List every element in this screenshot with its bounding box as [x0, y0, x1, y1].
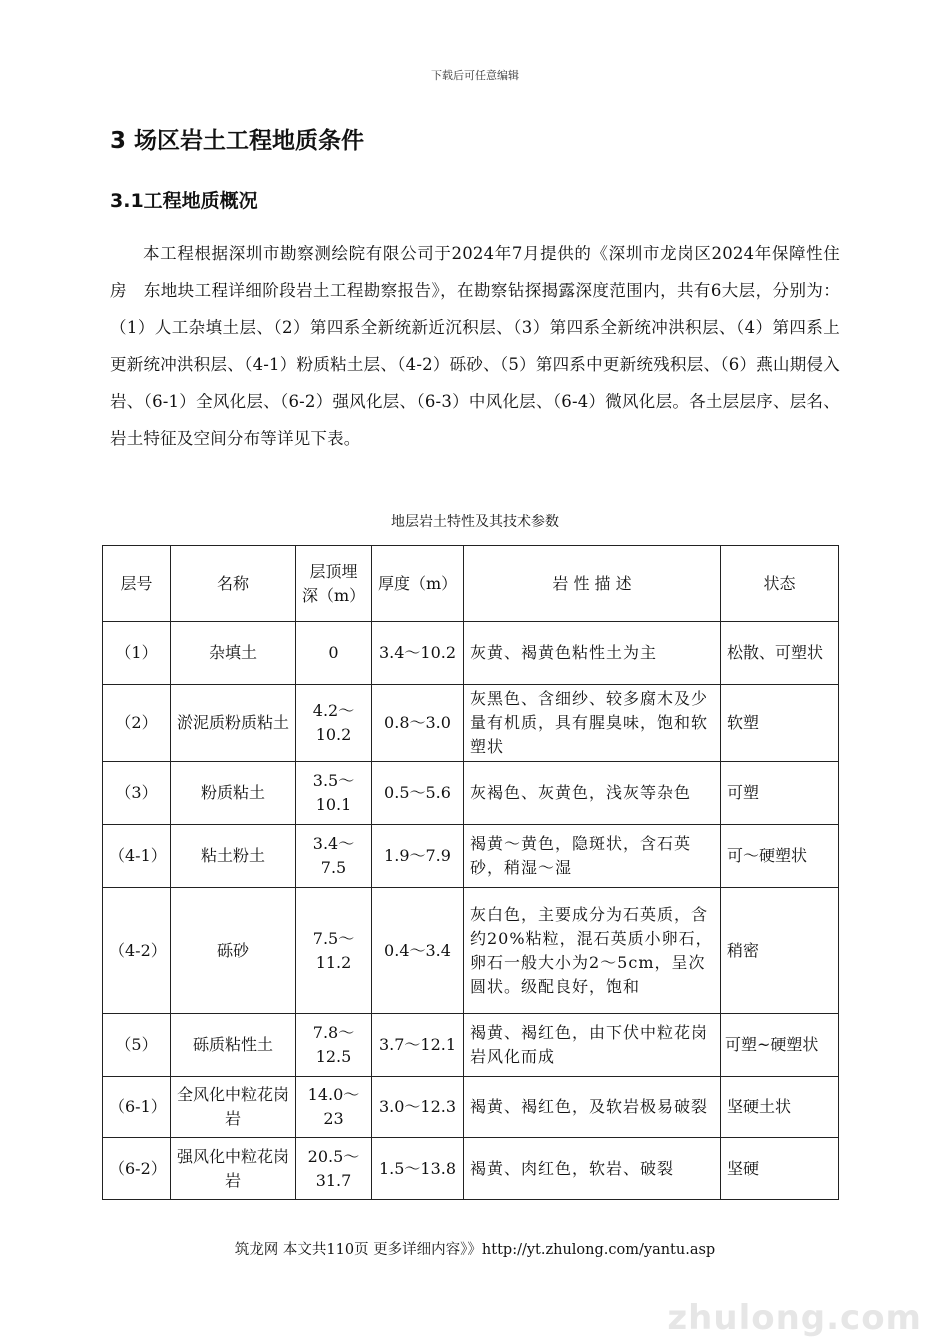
header-depth: 层顶埋深（m） — [296, 546, 372, 622]
cell-layer: （2） — [103, 685, 171, 762]
table-row — [103, 888, 839, 1014]
cell-thickness: 1.5～13.8 — [372, 1138, 464, 1200]
cell-name: 杂填土 — [171, 622, 296, 685]
cell-state: 松散、可塑状 — [721, 622, 839, 685]
chapter-heading: 3 场区岩土工程地质条件 — [110, 128, 365, 154]
cell-layer: （3） — [103, 762, 171, 825]
table-row — [103, 762, 839, 825]
table-row — [103, 685, 839, 762]
cell-description: 褐黄～黄色，隐斑状，含石英砂，稍湿～湿 — [464, 825, 721, 888]
cell-name: 淤泥质粉质粘土 — [171, 685, 296, 762]
header-state: 状态 — [721, 546, 839, 622]
strata-table — [102, 545, 839, 1200]
cell-description: 褐黄、褐红色，由下伏中粒花岗岩风化而成 — [464, 1014, 721, 1077]
cell-thickness: 0.5～5.6 — [372, 762, 464, 825]
header-name: 名称 — [171, 546, 296, 622]
cell-depth: 3.4～7.5 — [296, 825, 372, 888]
cell-layer: （6-2） — [103, 1138, 171, 1200]
cell-depth: 0 — [296, 622, 372, 685]
cell-description: 褐黄、褐红色，及软岩极易破裂 — [464, 1077, 721, 1138]
cell-state: 可塑~硬塑状 — [721, 1014, 839, 1077]
cell-depth: 20.5～31.7 — [296, 1138, 372, 1200]
cell-name: 粉质粘土 — [171, 762, 296, 825]
header-layer: 层号 — [103, 546, 171, 622]
section-heading: 3.1工程地质概况 — [110, 190, 258, 212]
cell-depth: 7.8～12.5 — [296, 1014, 372, 1077]
cell-name: 砾质粘性土 — [171, 1014, 296, 1077]
cell-description: 褐黄、肉红色，软岩、破裂 — [464, 1138, 721, 1200]
cell-state: 软塑 — [721, 685, 839, 762]
cell-thickness: 0.8～3.0 — [372, 685, 464, 762]
cell-thickness: 1.9～7.9 — [372, 825, 464, 888]
cell-layer: （6-1） — [103, 1077, 171, 1138]
cell-state: 可～硬塑状 — [721, 825, 839, 888]
table-row — [103, 1077, 839, 1138]
header-description: 岩 性 描 述 — [464, 546, 721, 622]
cell-thickness: 3.0～12.3 — [372, 1077, 464, 1138]
table-header-row — [103, 546, 839, 622]
table-row — [103, 825, 839, 888]
cell-description: 灰白色，主要成分为石英质，含约20%粘粒，混石英质小卵石，卵石一般大小为2～5cm，呈次圆状。级配良好，饱和 — [464, 888, 721, 1014]
cell-layer: （4-1） — [103, 825, 171, 888]
cell-layer: （5） — [103, 1014, 171, 1077]
header-note: 下载后可任意编辑 — [431, 69, 519, 82]
cell-thickness: 3.4～10.2 — [372, 622, 464, 685]
cell-layer: （4-2） — [103, 888, 171, 1014]
cell-state: 稍密 — [721, 888, 839, 1014]
page-footer: 筑龙网 本文共110页 更多详细内容》》http://yt.zhulong.com/yantu.asp — [234, 1242, 716, 1258]
cell-state: 坚硬土状 — [721, 1077, 839, 1138]
table-row — [103, 1138, 839, 1200]
cell-description: 灰黑色、含细纱、较多腐木及少量有机质，具有腥臭味，饱和软塑状 — [464, 685, 721, 762]
cell-state: 坚硬 — [721, 1138, 839, 1200]
cell-thickness: 3.7～12.1 — [372, 1014, 464, 1077]
watermark-logo: zhulong.com — [667, 1298, 922, 1338]
cell-name: 粘土粉土 — [171, 825, 296, 888]
cell-name: 强风化中粒花岗岩 — [171, 1138, 296, 1200]
body-paragraph: 本工程根据深圳市勘察测绘院有限公司于2024年7月提供的《深圳市龙岗区2024年保障性住房 东地块工程详细阶段岩土工程勘察报告》，在勘察钻探揭露深度范围内，共有6大层，分别为：（1）人工杂填土层、（2）第四系全新统新近沉积层、（3）第四系全新统冲洪积层、（4）第四系上更新统冲洪积层、（4-1）粉质粘土层、（4-2）砾砂、（5）第四系中更新统残积层、（6）燕山期侵入岩、（6-1）全风化层、（6-2）强风化层、（6-3）中风化层、（6-4）微风化层。各土层层序、层名、岩土特征及空间分布等详见下表。 — [110, 244, 840, 448]
cell-description: 灰褐色、灰黄色，浅灰等杂色 — [464, 762, 721, 825]
cell-thickness: 0.4～3.4 — [372, 888, 464, 1014]
cell-name: 全风化中粒花岗岩 — [171, 1077, 296, 1138]
cell-depth: 14.0～23 — [296, 1077, 372, 1138]
cell-depth: 7.5～11.2 — [296, 888, 372, 1014]
cell-layer: （1） — [103, 622, 171, 685]
table-row — [103, 1014, 839, 1077]
cell-depth: 3.5～10.1 — [296, 762, 372, 825]
table-caption: 地层岩土特性及其技术参数 — [391, 514, 559, 530]
cell-name: 砾砂 — [171, 888, 296, 1014]
table-row — [103, 622, 839, 685]
cell-description: 灰黄、褐黄色粘性土为主 — [464, 622, 721, 685]
cell-depth: 4.2～10.2 — [296, 685, 372, 762]
header-thickness: 厚度（m） — [372, 546, 464, 622]
cell-state: 可塑 — [721, 762, 839, 825]
